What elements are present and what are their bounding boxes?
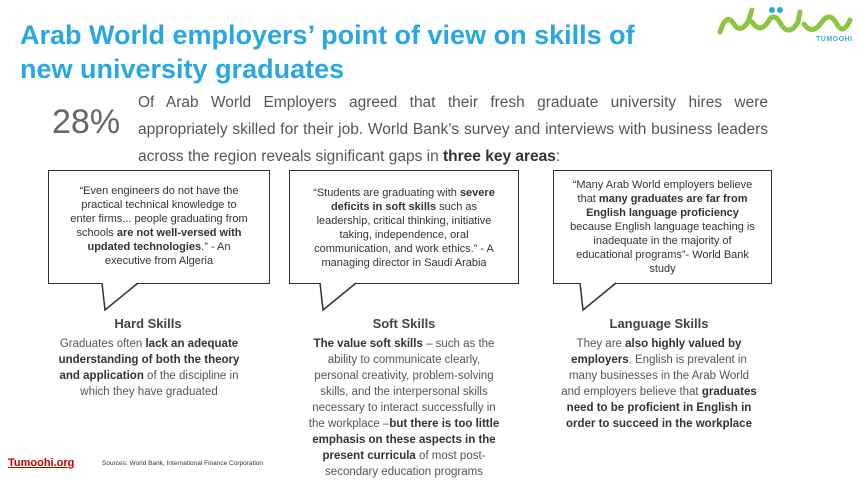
text: skills, and the interpersonal skills [320, 386, 488, 398]
quote-line: that [577, 193, 599, 205]
intro-text: Of Arab World Employers agreed that their fresh graduate university hires were appropriately skilled for their job. World Bank’s survey and interviews with business leaders across the region reveals significant gaps in [138, 94, 768, 165]
quote-text [562, 178, 763, 276]
bold-text: The value soft skills [313, 338, 423, 350]
title-line-2: new university graduates [20, 54, 345, 84]
quote-bold: are not well-versed with [116, 227, 242, 239]
quote-line: managing director in Saudi Arabia [321, 257, 487, 269]
bold-text: lack an adequate [145, 338, 239, 350]
quote-line: .” - An [201, 241, 231, 253]
quote-line: executive from Algeria [104, 255, 214, 267]
text: . English is prevalent in [628, 354, 747, 366]
text: and employers believe that [561, 386, 702, 398]
bold-text: but there is too little [389, 418, 500, 430]
language-skills-description [545, 336, 773, 432]
bold-text: graduates [701, 386, 757, 398]
intro-end: : [555, 148, 561, 165]
logo-text: TUMOOHI [816, 36, 853, 43]
quote-line: study [649, 263, 676, 275]
text: which they have graduated [80, 386, 218, 398]
soft-skills-description [290, 336, 518, 480]
slide-title [20, 18, 720, 86]
quote-line: “Students are graduating with [313, 187, 460, 199]
text: of most post- [415, 450, 486, 462]
quote-bubble-language-skills [553, 170, 772, 284]
tumoohi-link[interactable]: Tumoohi.org [8, 457, 75, 469]
quote-line: “Even engineers do not have the [79, 185, 239, 197]
intro-bold: three key areas [443, 148, 556, 165]
bold-text: emphasis on these aspects in the [312, 434, 496, 446]
text: Graduates often [59, 338, 146, 350]
hard-skills-title: Hard Skills [114, 316, 182, 331]
quote-text [298, 186, 510, 270]
quote-bold: many graduates are far from [598, 193, 748, 205]
stat-percentage: 28% [52, 103, 121, 141]
quote-bold: updated technologies [87, 241, 202, 253]
bubble-tail-3 [578, 282, 618, 312]
quote-line: enter firms... people graduating from [70, 213, 248, 225]
quote-bold: deficits in soft skills [330, 201, 437, 213]
bubble-tail-1 [100, 282, 140, 312]
bold-text: order to succeed in the workplace [566, 418, 752, 430]
quote-text [57, 184, 261, 268]
text: the workplace – [308, 418, 390, 430]
bold-text: employers [571, 354, 629, 366]
bold-text: need to be proficient in English in [566, 402, 752, 414]
quote-line: inadequate in the majority of [593, 235, 732, 247]
title-line-1: Arab World employers’ point of view on skills of [20, 20, 635, 50]
bubble-tail-2 [318, 282, 358, 312]
bold-text: and application [59, 370, 144, 382]
intro-paragraph [138, 89, 768, 170]
quote-line: communication, and work ethics.” - A [314, 243, 494, 255]
quote-bold: English language proficiency [586, 207, 739, 219]
text: – such as the [422, 338, 495, 350]
text: secondary education programs [325, 466, 483, 478]
quote-line: because English language teaching is [570, 221, 755, 233]
text: ability to communicate clearly, [327, 354, 481, 366]
quote-bubble-soft-skills [289, 170, 519, 284]
bold-text: understanding of both the theory [58, 354, 240, 366]
bold-text: also highly valued by [625, 338, 742, 350]
quote-bubble-hard-skills [48, 170, 270, 284]
quote-line: educational programs”- World Bank [576, 249, 749, 261]
quote-line: “Many Arab World employers believe [572, 179, 753, 191]
language-skills-title: Language Skills [609, 316, 709, 331]
text: of the discipline in [143, 370, 239, 382]
soft-skills-title: Soft Skills [372, 316, 436, 331]
text: They are [576, 338, 626, 350]
text: many businesses in the Arab World [568, 370, 750, 382]
bold-text: present curricula [322, 450, 416, 462]
quote-line: leadership, critical thinking, initiative [316, 215, 492, 227]
quote-line: practical technical knowledge to [81, 199, 237, 211]
text: personal creativity, problem-solving [314, 370, 494, 382]
quote-line: schools [76, 227, 117, 239]
hard-skills-description [44, 336, 254, 400]
text: necessary to interact successfully in [312, 402, 496, 414]
sources-note: Sources: World Bank, International Finance Corporation [102, 460, 264, 467]
quote-line: such as [436, 201, 478, 213]
quote-bold: severe [459, 187, 495, 199]
quote-line: taking, independence, oral [339, 229, 469, 241]
